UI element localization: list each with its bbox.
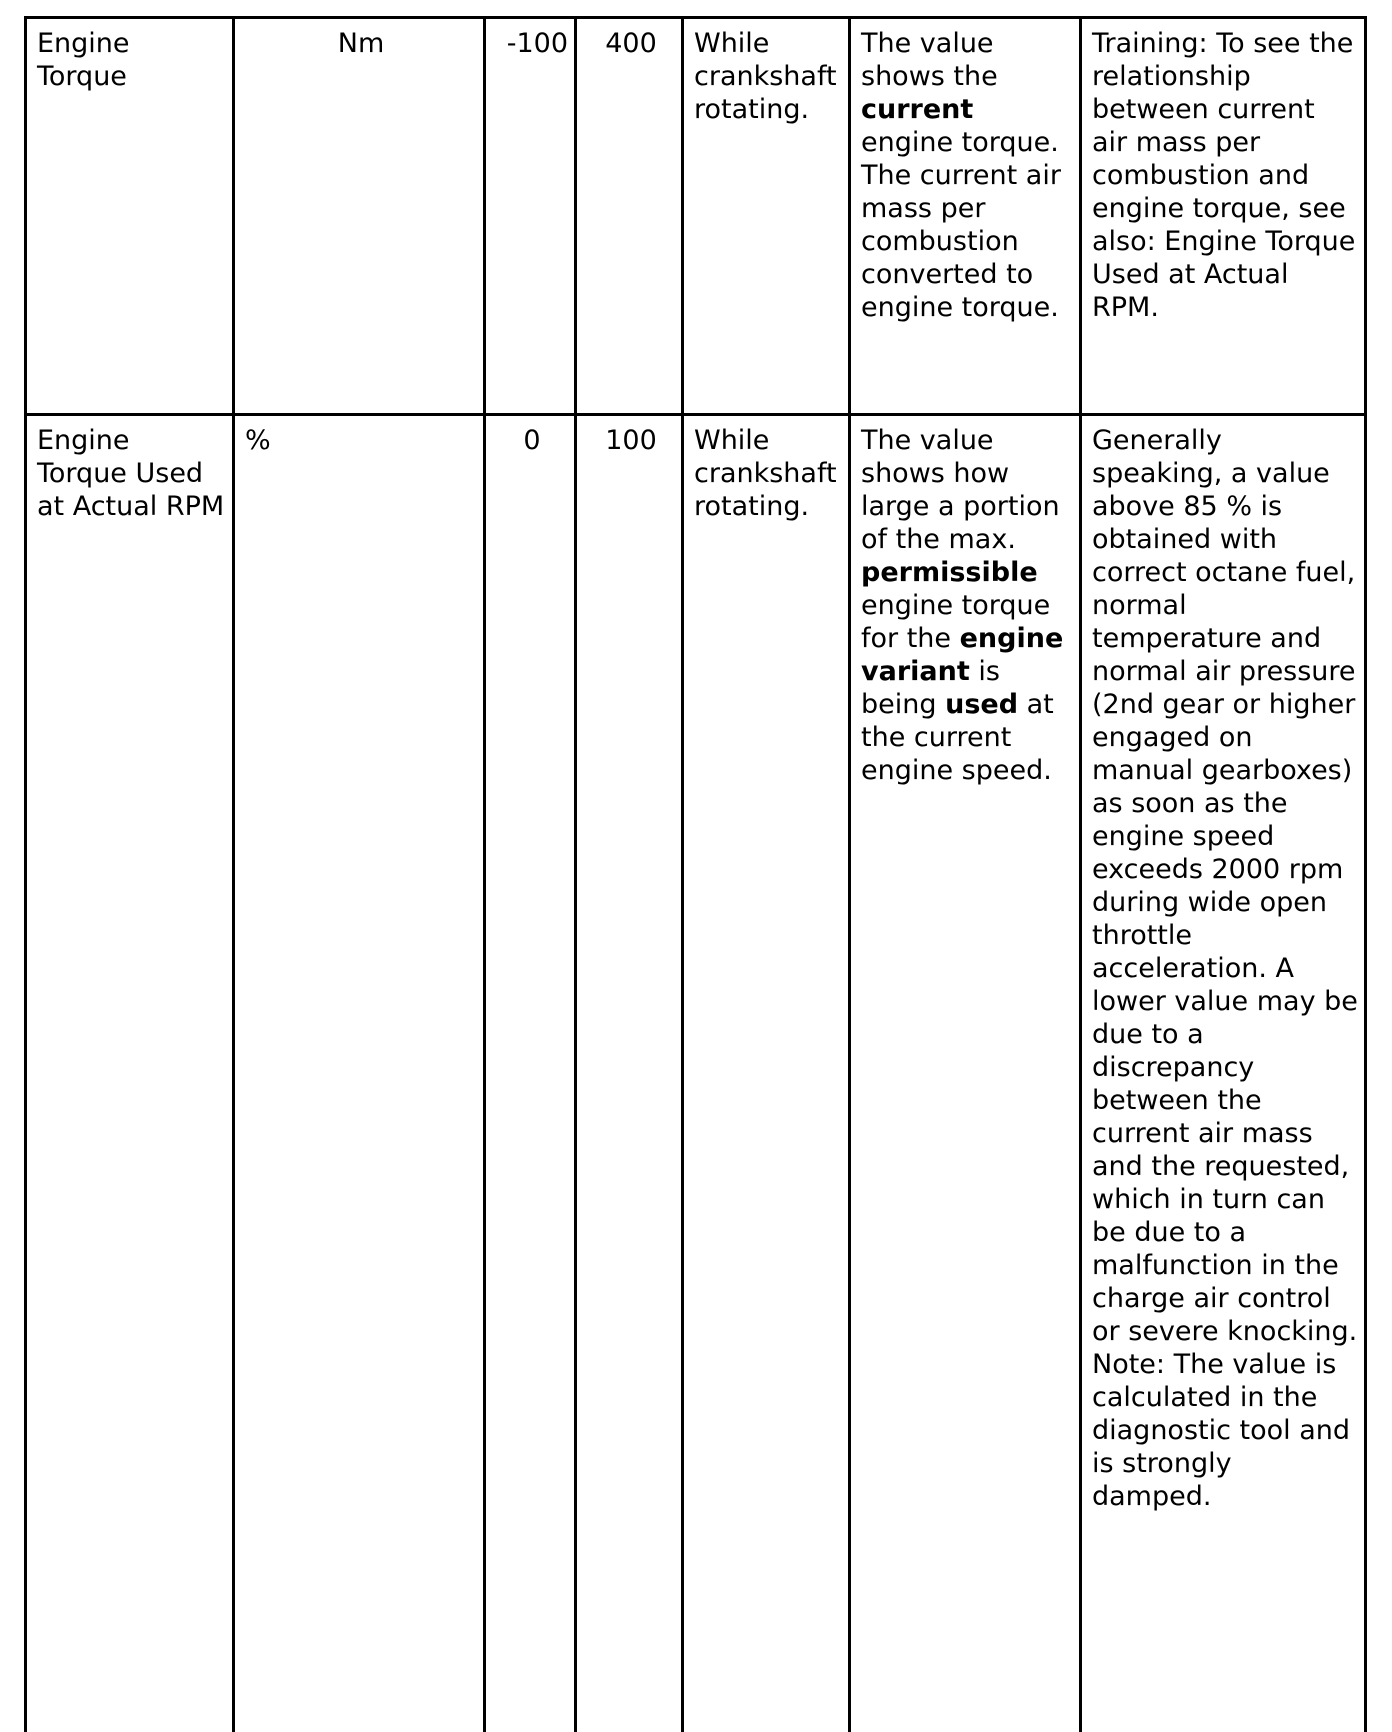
description-emphasis: used — [945, 689, 1018, 720]
table-row — [26, 415, 1366, 1732]
table-row — [26, 18, 1366, 415]
description-cell — [850, 415, 1081, 1732]
max-value-cell: 100 — [576, 415, 683, 1732]
min-value-cell: 0 — [485, 415, 576, 1732]
description-text: engine torque. The current air mass per combustion converted to engine torque. — [861, 127, 1061, 323]
description-emphasis: engine variant — [861, 623, 1063, 687]
unit-cell: Nm — [234, 18, 485, 415]
condition-cell: While crankshaft rotating. — [683, 18, 850, 415]
description-text: The value shows the — [861, 28, 998, 92]
unit-cell: % — [234, 415, 485, 1732]
note-cell: Generally speaking, a value above 85 % is obtained with correct octane fuel, normal temperature and normal air pressure (2nd gear or higher engaged on manual gearboxes) as soon as the engine speed exceeds 2000 rpm during wide open throttle acceleration. A lower value may be due to a discrepancy between the current air mass and the requested, which in turn can be due to a malfunction in the charge air control or severe knocking. Note: The value is calculated in the diagnostic tool and is strongly damped. — [1081, 415, 1366, 1732]
description-cell — [850, 18, 1081, 415]
parameter-table-frame — [24, 16, 1364, 1710]
max-value-cell: 400 — [576, 18, 683, 415]
description-emphasis: current — [861, 94, 973, 125]
condition-cell: While crankshaft rotating. — [683, 415, 850, 1732]
parameter-table — [24, 16, 1367, 1732]
min-value-cell: -100 — [485, 18, 576, 415]
description-text: engine torque for the — [861, 590, 1050, 654]
parameter-name-cell: Engine Torque Used at Actual RPM — [26, 415, 234, 1732]
description-text: is being — [861, 656, 1000, 720]
description-text: The value shows how large a portion of the max. — [861, 425, 1060, 555]
description-text: at the current engine speed. — [861, 689, 1054, 786]
description-emphasis: permissible — [861, 557, 1038, 588]
parameter-name-cell: Engine Torque — [26, 18, 234, 415]
note-cell: Training: To see the relationship between current air mass per combustion and engine torque, see also: Engine Torque Used at Actual RPM. — [1081, 18, 1366, 415]
